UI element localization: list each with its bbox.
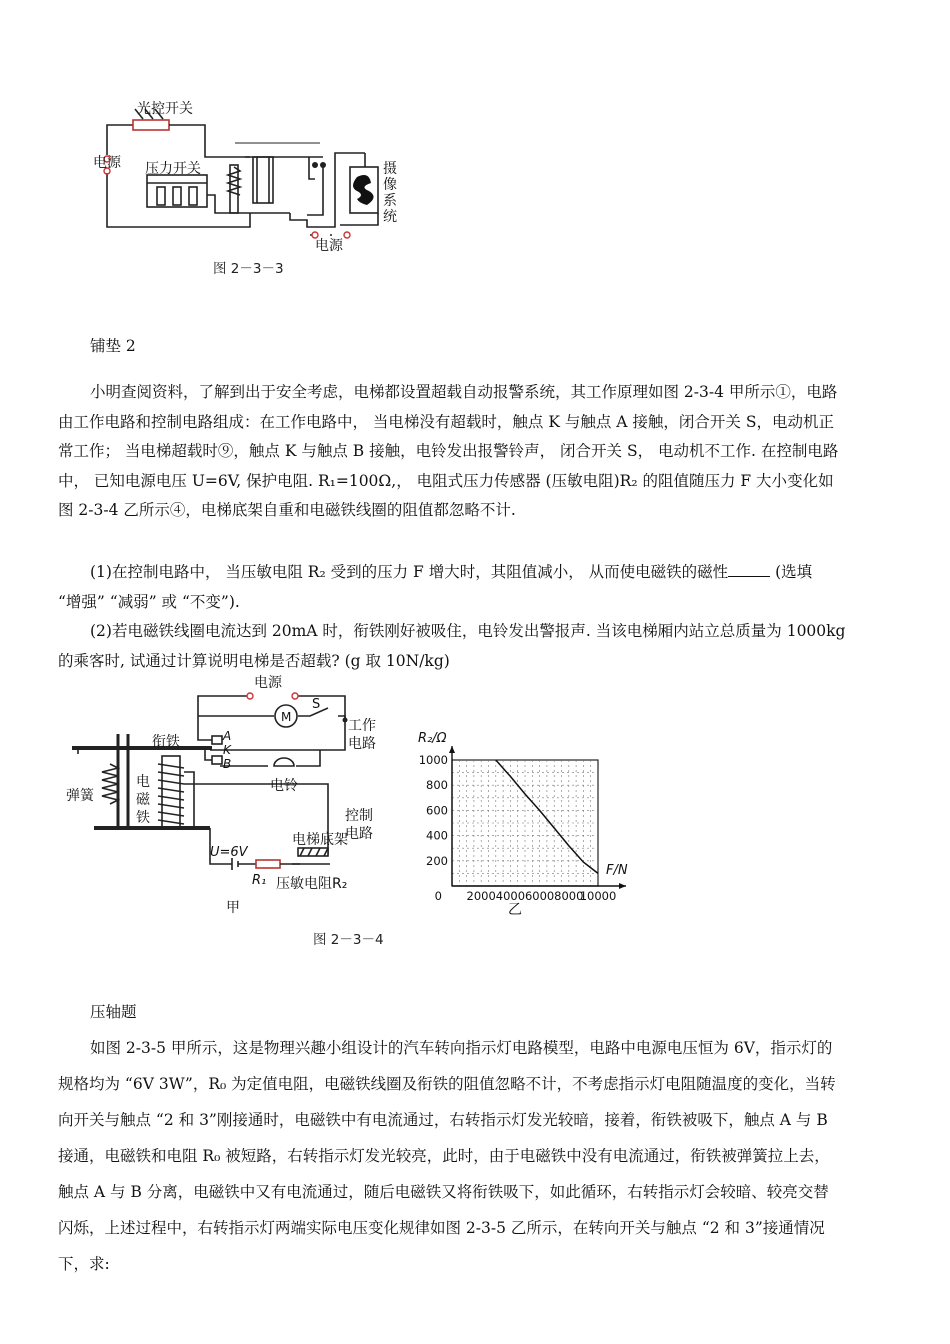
pressure-switch-label: 压力开关: [145, 161, 201, 177]
x-tick-label: 10000: [579, 889, 617, 903]
question-1-choose: (选填: [770, 563, 813, 581]
y-tick-label: 400: [426, 828, 448, 843]
y-tick-label: 1000: [418, 753, 448, 767]
r2-force-chart: [410, 722, 650, 922]
x-tick-label: 8000: [554, 889, 584, 903]
x-tick-label: 0: [434, 889, 442, 903]
contact-a-label: A: [223, 729, 232, 743]
motor-label: M: [281, 710, 292, 724]
question-1: [58, 558, 908, 588]
question-1-text: (1)在控制电路中， 当压敏电阻 R₂ 受到的压力 F 增大时，其阻值减小， 从而使电磁铁的磁性: [90, 563, 729, 581]
switch-s-label: S: [312, 697, 321, 712]
figure-2-3-3: [85, 95, 415, 285]
intro-line: 小明查阅资料，了解到出于安全考虑，电梯都设置超载自动报警系统，其工作原理如图 2-3-4 甲所示①，电路: [90, 383, 838, 401]
figure-2-3-3-caption: 图 2－3－3: [213, 261, 284, 277]
r2-label: 压敏电阻R₂: [276, 876, 348, 892]
intro-line: 常工作； 当电梯超载时⑨，触点 K 与触点 B 接触，电铃发出报警铃声， 闭合开关 S， 电动机不工作. 在控制电路: [58, 442, 839, 460]
final-line: 接通，电磁铁和电阻 R₀ 被短路，右转指示灯发光较亮，此时，由于电磁铁中没有电流通过，衔铁被弹簧拉上去，: [58, 1147, 830, 1165]
light-switch-label: 光控开关: [137, 101, 193, 117]
answer-blank[interactable]: [728, 562, 770, 577]
intro-line: 由工作电路和控制电路组成：在工作电路中， 当电梯没有超载时，触点 K 与触点 A 接触，闭合开关 S，电动机正: [58, 412, 834, 431]
figure-yi-label: 乙: [508, 902, 522, 918]
question-block: [58, 558, 908, 676]
y-axis-arrow: [449, 746, 455, 753]
x-axis-arrow: [619, 883, 626, 889]
contact-b-label: B: [223, 757, 232, 771]
y-tick-label: 200: [426, 853, 448, 868]
contact-k-label: K: [223, 743, 231, 757]
control-circuit-label-1: 控制: [345, 808, 373, 824]
camera-label-2: 像: [383, 177, 397, 193]
x-axis-label: F/N: [606, 863, 628, 878]
y-tick-label: 600: [426, 803, 448, 818]
intro-line: 图 2-3-4 乙所示④，电梯底架自重和电磁铁线圈的阻值都忽略不计.: [58, 501, 516, 519]
electromagnet-label-2: 磁: [136, 792, 150, 808]
final-line: 下，求:: [58, 1255, 110, 1273]
bell-label: 电铃: [270, 778, 298, 794]
camera-label-4: 统: [383, 209, 397, 225]
figure-2-3-4-circuit: [60, 668, 400, 918]
work-circuit-label-1: 工作: [348, 718, 376, 734]
final-problem: [58, 1030, 908, 1282]
warmup-heading: 铺垫 2: [90, 337, 136, 355]
electromagnet-label-1: 电: [136, 774, 150, 790]
armature-label: 衔铁: [152, 734, 180, 750]
warmup-intro: [58, 378, 908, 526]
final-line: 闪烁，上述过程中，右转指示灯两端实际电压变化规律如图 2-3-5 乙所示，在转向开关与触点 “2 和 3”接通情况: [58, 1219, 825, 1237]
x-tick-label: 2000: [466, 889, 496, 903]
y-tick-label: 800: [426, 778, 448, 793]
r1-label: R₁: [252, 873, 267, 888]
question-2: (2)若电磁铁线圈电流达到 20mA 时，衔铁刚好被吸住，电铃发出警报声. 当该电梯厢内站立总质量为 1000kg: [90, 622, 846, 640]
x-tick-label: 6000: [524, 889, 555, 903]
final-heading: 压轴题: [90, 1003, 137, 1021]
intro-line: 中， 已知电源电压 U=6V, 保护电阻. R₁=100Ω,， 电阻式压力传感器 (压敏电阻)R₂ 的阻值随压力 F 大小变化如: [58, 471, 834, 490]
x-tick-label: 4000: [495, 889, 526, 903]
power-label: 电源: [254, 675, 282, 691]
power-label-bottom: 电源: [315, 238, 343, 254]
question-1-options: “增强” “减弱” 或 “不变”).: [58, 592, 240, 611]
final-line: 规格均为 “6V 3W”，R₀ 为定值电阻，电磁铁线圈及衔铁的阻值忽略不计，不考虑指示灯电阻随温度的变化，当转: [58, 1075, 836, 1093]
camera-label-1: 摄: [383, 161, 397, 177]
work-circuit-label-2: 电路: [348, 736, 376, 752]
spring-label: 弹簧: [66, 788, 94, 804]
question-2-cont: 的乘客时, 试通过计算说明电梯是否超载? (g 取 10N/kg): [58, 651, 450, 670]
voltage-label: U=6V: [210, 845, 248, 860]
control-circuit-label-2: 电路: [345, 826, 373, 842]
final-line: 向开关与触点 “2 和 3”刚接通时，电磁铁中有电流通过，右转指示灯发光较暗，接着，衔铁被吸下，触点 A 与 B: [58, 1111, 828, 1129]
figure-jia-label: 甲: [226, 900, 240, 916]
figure-2-3-4-caption: 图 2－3－4: [313, 932, 384, 948]
electromagnet-label-3: 铁: [136, 810, 150, 826]
final-line: 触点 A 与 B 分离，电磁铁中又有电流通过，随后电磁铁又将衔铁吸下，如此循环，右转指示灯会较暗、较亮交替: [58, 1183, 829, 1201]
camera-label-3: 系: [383, 193, 397, 209]
elevator-base-label: 电梯底架: [292, 832, 348, 848]
power-label-left: 电源: [93, 155, 121, 171]
y-axis-label: R₂/Ω: [418, 731, 447, 746]
final-line: 如图 2-3-5 甲所示，这是物理兴趣小组设计的汽车转向指示灯电路模型，电路中电源电压恒为 6V，指示灯的: [90, 1039, 833, 1057]
